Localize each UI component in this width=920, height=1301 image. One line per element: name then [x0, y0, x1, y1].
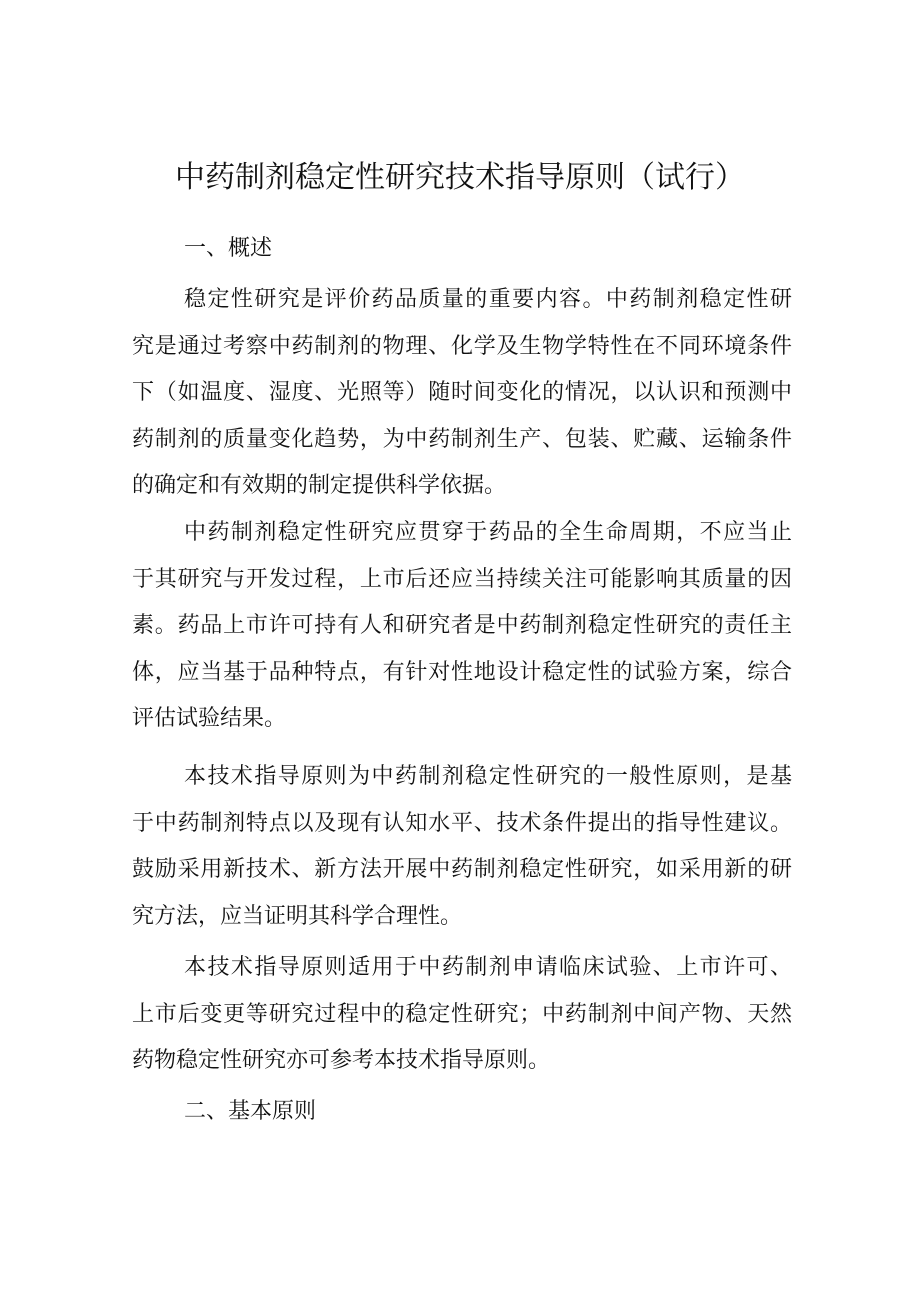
paragraph-line: 本技术指导原则为中药制剂稳定性研究的一般性原则，是基 [184, 764, 792, 789]
paragraph-line: 究方法，应当证明其科学合理性。 [132, 903, 463, 929]
paragraph-line: 究是通过考察中药制剂的物理、化学及生物学特性在不同环境条件 [132, 333, 792, 359]
paragraph-line: 药制剂的质量变化趋势，为中药制剂生产、包装、贮藏、运输条件 [132, 426, 792, 452]
paragraph-line: 的确定和有效期的制定提供科学依据。 [132, 473, 507, 498]
paragraph-line: 于中药制剂特点以及现有认知水平、技术条件提出的指导性建议。 [132, 810, 792, 836]
document-title: 中药制剂稳定性研究技术指导原则（试行） [175, 160, 745, 195]
paragraph-line: 本技术指导原则适用于中药制剂申请临床试验、上市许可、 [184, 955, 792, 980]
paragraph-line: 上市后变更等研究过程中的稳定性研究；中药制剂中间产物、天然 [132, 1001, 792, 1027]
paragraph-2 [132, 510, 792, 743]
paragraph-line: 药物稳定性研究亦可参考本技术指导原则。 [132, 1048, 551, 1073]
paragraph-4 [132, 945, 792, 1085]
paragraph-line: 下（如温度、湿度、光照等）随时间变化的情况，以认识和预测中 [132, 380, 792, 405]
paragraph-line: 体，应当基于品种特点，有针对性地设计稳定性的试验方案，综合 [132, 659, 792, 685]
paragraph-3 [132, 754, 792, 940]
paragraph-line: 鼓励采用新技术、新方法开展中药制剂稳定性研究，如采用新的研 [132, 857, 792, 882]
section-heading-basic-principles: 二、基本原则 [184, 1099, 317, 1124]
section-heading-overview: 一、概述 [184, 236, 273, 261]
paragraph-1 [132, 277, 792, 510]
paragraph-line: 稳定性研究是评价药品质量的重要内容。中药制剂稳定性研 [184, 287, 792, 312]
paragraph-line: 中药制剂稳定性研究应贯穿于药品的全生命周期，不应当止 [184, 520, 792, 545]
paragraph-line: 评估试验结果。 [132, 706, 287, 731]
paragraph-line: 素。药品上市许可持有人和研究者是中药制剂稳定性研究的责任主 [132, 613, 792, 638]
paragraph-line: 于其研究与开发过程，上市后还应当持续关注可能影响其质量的因 [132, 566, 792, 592]
